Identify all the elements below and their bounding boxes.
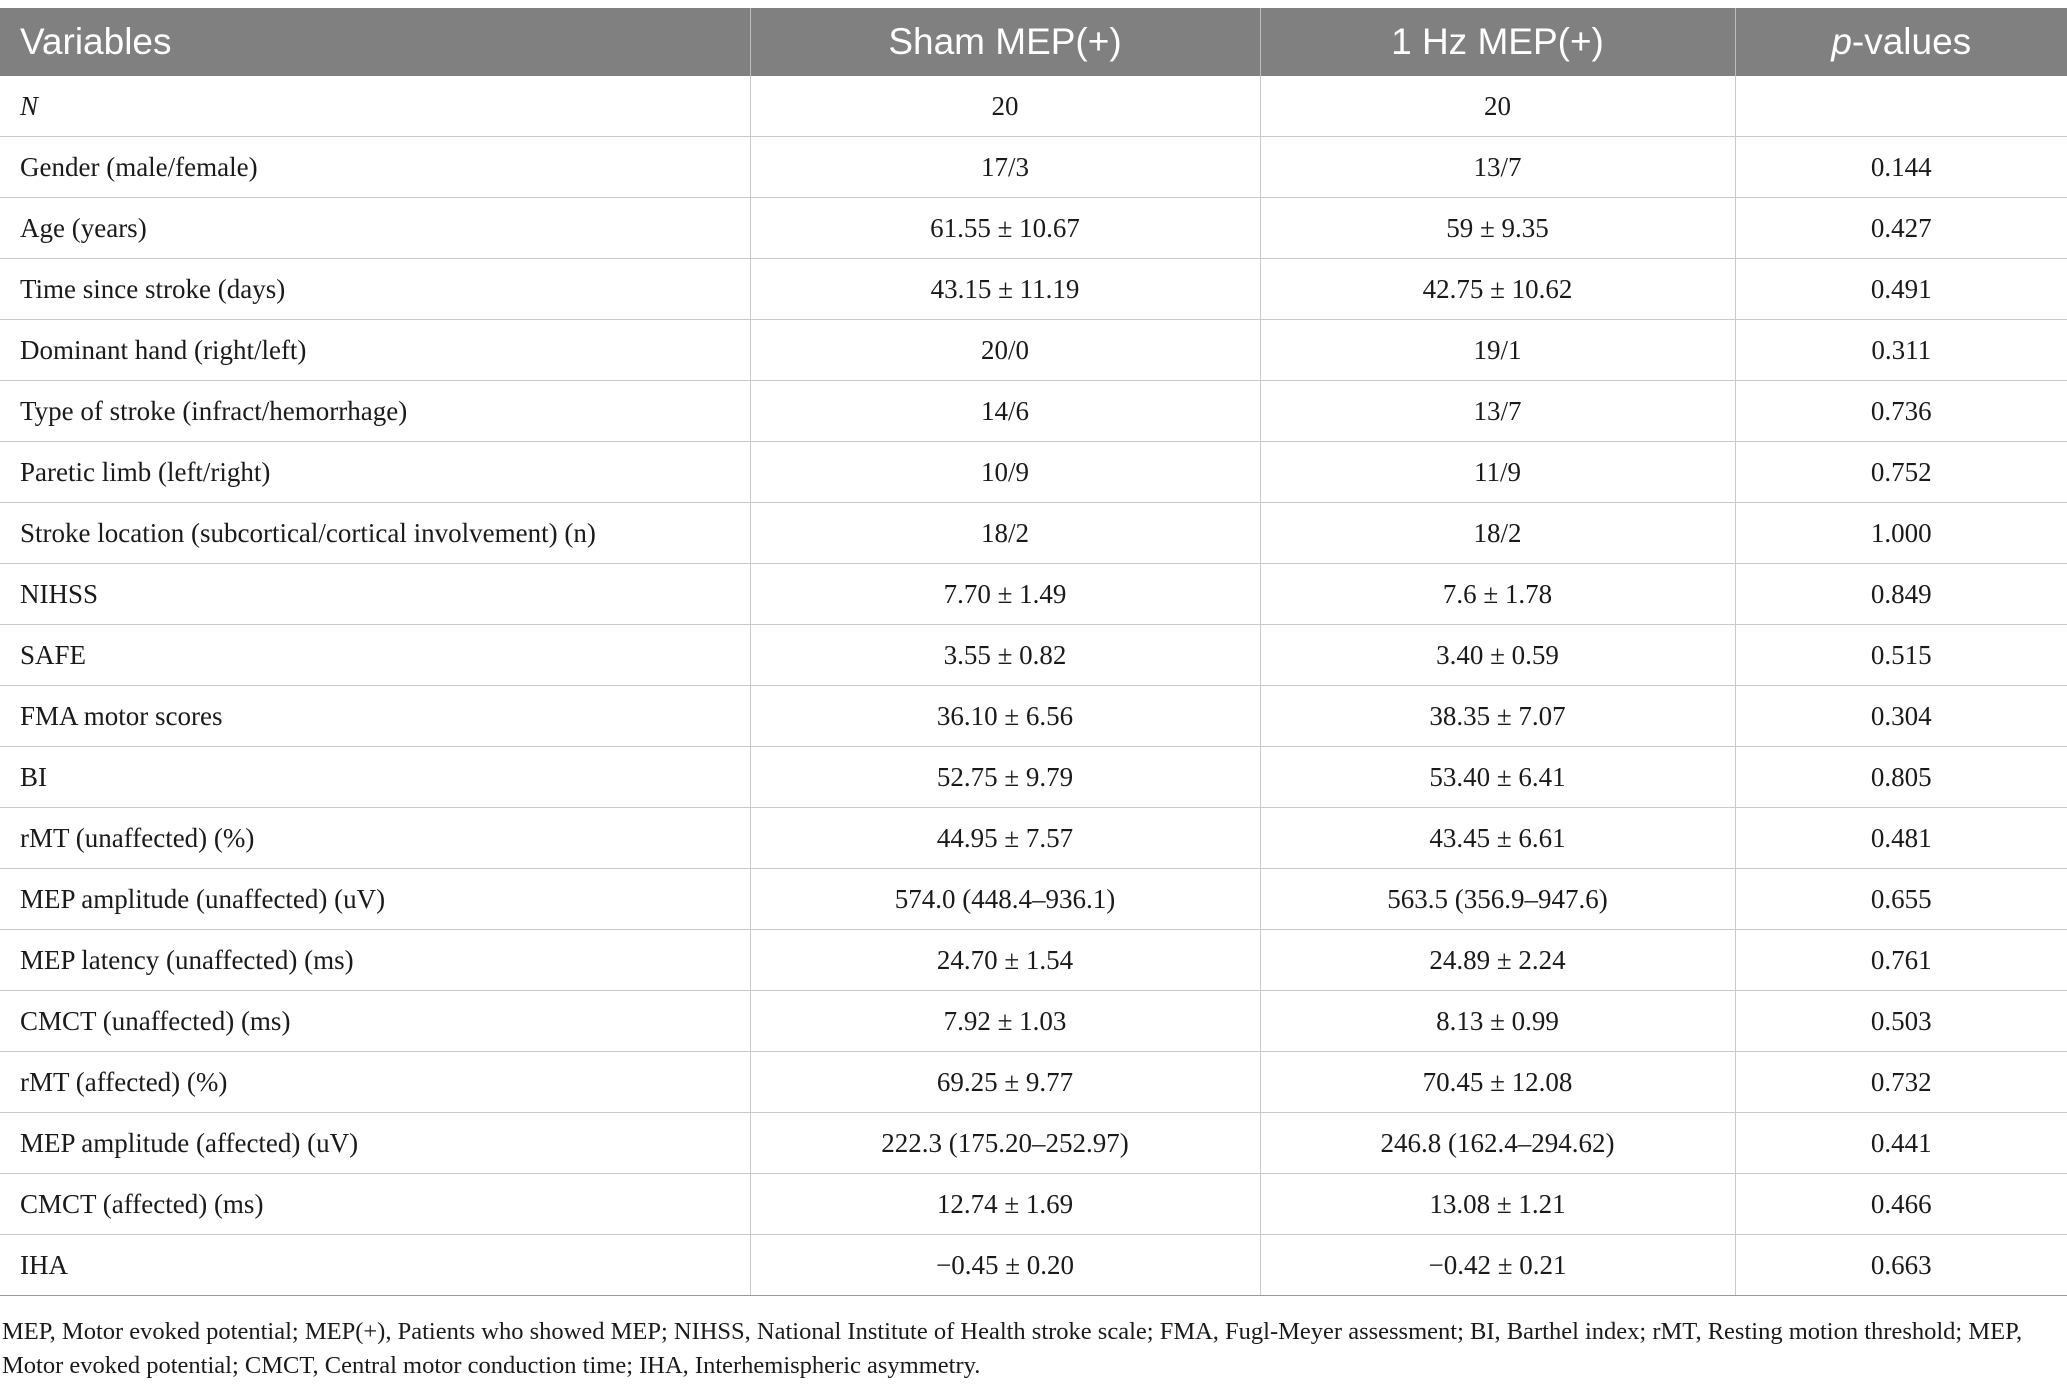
cell-variable: Stroke location (subcortical/cortical involvement) (n): [0, 503, 750, 564]
cell-sham: 36.10 ± 6.56: [750, 686, 1260, 747]
cell-1hz: 24.89 ± 2.24: [1260, 930, 1735, 991]
cell-p-value: 0.732: [1735, 1052, 2067, 1113]
table-row: [0, 625, 2067, 686]
cell-p-value: 0.515: [1735, 625, 2067, 686]
cell-variable: Paretic limb (left/right): [0, 442, 750, 503]
cell-sham: 7.92 ± 1.03: [750, 991, 1260, 1052]
cell-1hz: 7.6 ± 1.78: [1260, 564, 1735, 625]
cell-1hz: 42.75 ± 10.62: [1260, 259, 1735, 320]
cell-sham: 24.70 ± 1.54: [750, 930, 1260, 991]
cell-sham: 44.95 ± 7.57: [750, 808, 1260, 869]
cell-1hz: 11/9: [1260, 442, 1735, 503]
table-row: [0, 747, 2067, 808]
cell-p-value: 0.481: [1735, 808, 2067, 869]
cell-1hz: 19/1: [1260, 320, 1735, 381]
cell-1hz: 38.35 ± 7.07: [1260, 686, 1735, 747]
cell-p-value: 0.752: [1735, 442, 2067, 503]
table-row: [0, 259, 2067, 320]
cell-sham: 61.55 ± 10.67: [750, 198, 1260, 259]
header-p-suffix: -values: [1851, 21, 1972, 62]
table-row: [0, 930, 2067, 991]
cell-variable: rMT (affected) (%): [0, 1052, 750, 1113]
table-footnote: MEP, Motor evoked potential; MEP(+), Patients who showed MEP; NIHSS, National Institute of Health stroke scale; FMA, Fugl-Meyer assessment; BI, Barthel index; rMT, Resting motion threshold; MEP, Motor evoked potential; CMCT, Central motor conduction time; IHA, Interhemispheric asymmetry.: [2, 1318, 2023, 1379]
cell-variable: BI: [0, 747, 750, 808]
table-header: [0, 8, 2067, 76]
cell-1hz: 18/2: [1260, 503, 1735, 564]
cell-variable: NIHSS: [0, 564, 750, 625]
table-row: [0, 198, 2067, 259]
header-p-letter: p: [1831, 21, 1852, 62]
cell-variable: Age (years): [0, 198, 750, 259]
cell-variable: rMT (unaffected) (%): [0, 808, 750, 869]
cell-1hz: 13/7: [1260, 137, 1735, 198]
cell-p-value: 0.805: [1735, 747, 2067, 808]
cell-sham: 17/3: [750, 137, 1260, 198]
header-sham: Sham MEP(+): [750, 8, 1260, 76]
cell-p-value: 0.304: [1735, 686, 2067, 747]
table-row: [0, 1235, 2067, 1296]
cell-variable: N: [0, 76, 750, 137]
cell-1hz: 70.45 ± 12.08: [1260, 1052, 1735, 1113]
cell-sham: 20: [750, 76, 1260, 137]
cell-p-value: 0.144: [1735, 137, 2067, 198]
cell-sham: 52.75 ± 9.79: [750, 747, 1260, 808]
cell-variable: Time since stroke (days): [0, 259, 750, 320]
cell-p-value: 0.427: [1735, 198, 2067, 259]
cell-p-value: 0.503: [1735, 991, 2067, 1052]
cell-variable: MEP amplitude (affected) (uV): [0, 1113, 750, 1174]
cell-1hz: 13/7: [1260, 381, 1735, 442]
cell-sham: 3.55 ± 0.82: [750, 625, 1260, 686]
cell-1hz: 43.45 ± 6.61: [1260, 808, 1735, 869]
cell-p-value: 0.849: [1735, 564, 2067, 625]
table-row: [0, 381, 2067, 442]
cell-p-value: 0.736: [1735, 381, 2067, 442]
cell-p-value: 0.761: [1735, 930, 2067, 991]
cell-1hz: 53.40 ± 6.41: [1260, 747, 1735, 808]
cell-1hz: 563.5 (356.9–947.6): [1260, 869, 1735, 930]
cell-p-value: 0.311: [1735, 320, 2067, 381]
cell-p-value: 0.491: [1735, 259, 2067, 320]
cell-variable: CMCT (affected) (ms): [0, 1174, 750, 1235]
cell-sham: 69.25 ± 9.77: [750, 1052, 1260, 1113]
cell-sham: 20/0: [750, 320, 1260, 381]
cell-1hz: −0.42 ± 0.21: [1260, 1235, 1735, 1296]
cell-p-value: 0.441: [1735, 1113, 2067, 1174]
cell-sham: 43.15 ± 11.19: [750, 259, 1260, 320]
table-row: [0, 503, 2067, 564]
table-row: [0, 686, 2067, 747]
cell-p-value: [1735, 76, 2067, 137]
cell-sham: 222.3 (175.20–252.97): [750, 1113, 1260, 1174]
data-table: [0, 8, 2067, 1296]
cell-p-value: 1.000: [1735, 503, 2067, 564]
table-row: [0, 137, 2067, 198]
cell-1hz: 3.40 ± 0.59: [1260, 625, 1735, 686]
cell-variable: Gender (male/female): [0, 137, 750, 198]
cell-1hz: 8.13 ± 0.99: [1260, 991, 1735, 1052]
table-row: [0, 1174, 2067, 1235]
header-row: [0, 8, 2067, 76]
cell-sham: 7.70 ± 1.49: [750, 564, 1260, 625]
cell-variable: Type of stroke (infract/hemorrhage): [0, 381, 750, 442]
cell-variable: MEP amplitude (unaffected) (uV): [0, 869, 750, 930]
cell-sham: 574.0 (448.4–936.1): [750, 869, 1260, 930]
table-row: [0, 320, 2067, 381]
table-row: [0, 442, 2067, 503]
cell-variable: IHA: [0, 1235, 750, 1296]
table-row: [0, 564, 2067, 625]
table-row: [0, 869, 2067, 930]
cell-1hz: 20: [1260, 76, 1735, 137]
data-table-container: [0, 8, 2067, 1296]
cell-p-value: 0.466: [1735, 1174, 2067, 1235]
cell-variable: MEP latency (unaffected) (ms): [0, 930, 750, 991]
table-row: [0, 808, 2067, 869]
cell-p-value: 0.663: [1735, 1235, 2067, 1296]
cell-sham: 10/9: [750, 442, 1260, 503]
cell-variable: CMCT (unaffected) (ms): [0, 991, 750, 1052]
cell-sham: 14/6: [750, 381, 1260, 442]
cell-variable: SAFE: [0, 625, 750, 686]
cell-variable: Dominant hand (right/left): [0, 320, 750, 381]
table-body: [0, 76, 2067, 1296]
cell-p-value: 0.655: [1735, 869, 2067, 930]
cell-sham: 12.74 ± 1.69: [750, 1174, 1260, 1235]
header-1hz: 1 Hz MEP(+): [1260, 8, 1735, 76]
cell-1hz: 13.08 ± 1.21: [1260, 1174, 1735, 1235]
header-p-values: [1735, 8, 2067, 76]
cell-sham: −0.45 ± 0.20: [750, 1235, 1260, 1296]
cell-1hz: 246.8 (162.4–294.62): [1260, 1113, 1735, 1174]
table-row: [0, 1052, 2067, 1113]
table-row: [0, 991, 2067, 1052]
table-row: [0, 76, 2067, 137]
cell-variable: FMA motor scores: [0, 686, 750, 747]
cell-1hz: 59 ± 9.35: [1260, 198, 1735, 259]
table-row: [0, 1113, 2067, 1174]
cell-sham: 18/2: [750, 503, 1260, 564]
header-variables: Variables: [0, 8, 750, 76]
